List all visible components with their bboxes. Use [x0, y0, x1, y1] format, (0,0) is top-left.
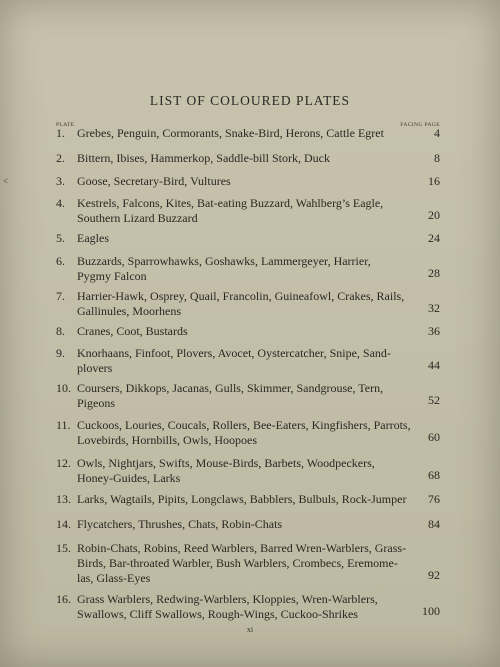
facing-page-number: 36 — [428, 324, 440, 338]
plate-description — [77, 324, 417, 339]
plate-description — [77, 254, 417, 284]
plate-description-line: las, Glass-Eyes — [77, 571, 151, 585]
plate-number: 1. — [56, 126, 65, 140]
plate-number: 11. — [56, 418, 71, 432]
plate-number: 6. — [56, 254, 65, 268]
plate-number: 4. — [56, 196, 65, 210]
plate-number: 13. — [56, 492, 71, 506]
facing-page-number: 100 — [422, 604, 440, 618]
plate-entry — [56, 151, 440, 166]
plate-description-line: Robin-Chats, Robins, Reed Warblers, Barred Wren-Warblers, Grass- — [77, 541, 407, 555]
plate-description-line: Buzzards, Sparrowhawks, Goshawks, Lammergeyer, Harrier, — [77, 254, 371, 268]
facing-page-number: 44 — [428, 358, 440, 372]
plate-description — [77, 592, 417, 622]
plate-description-line: Swallows, Cliff Swallows, Rough-Wings, Cuckoo-Shrikes — [77, 607, 358, 621]
plate-description-line: Pigeons — [77, 396, 116, 410]
facing-page-number: 92 — [428, 568, 440, 582]
plate-description-line: Grass Warblers, Redwing-Warblers, Kloppies, Wren-Warblers, — [77, 592, 378, 606]
facing-page-number: 76 — [428, 492, 440, 506]
facing-page-number: 84 — [428, 517, 440, 531]
facing-page-number: 32 — [428, 301, 440, 315]
plate-entry — [56, 231, 440, 246]
plate-description-line: Lovebirds, Hornbills, Owls, Hoopoes — [77, 433, 257, 447]
plate-description-line: Coursers, Dikkops, Jacanas, Gulls, Skimmer, Sandgrouse, Tern, — [77, 381, 384, 395]
plate-description — [77, 381, 417, 411]
plate-description-line: Goose, Secretary-Bird, Vultures — [77, 174, 231, 188]
plate-entry — [56, 381, 440, 411]
margin-mark: ˂ — [3, 176, 9, 186]
facing-page-number: 60 — [428, 430, 440, 444]
plate-description — [77, 196, 417, 226]
facing-page-number: 24 — [428, 231, 440, 245]
plate-entry — [56, 196, 440, 226]
plate-number: 3. — [56, 174, 65, 188]
plate-entry — [56, 324, 440, 339]
plate-entry — [56, 592, 440, 622]
plate-description — [77, 346, 417, 376]
plate-number: 5. — [56, 231, 65, 245]
plate-entry — [56, 174, 440, 189]
plate-entry — [56, 541, 440, 586]
facing-page-number: 68 — [428, 468, 440, 482]
plate-description-line: Honey-Guides, Larks — [77, 471, 181, 485]
plate-number: 14. — [56, 517, 71, 531]
plate-entry — [56, 254, 440, 284]
plate-description — [77, 231, 417, 246]
plate-number: 15. — [56, 541, 71, 555]
plate-entry — [56, 456, 440, 486]
plate-number: 8. — [56, 324, 65, 338]
facing-page-number: 20 — [428, 208, 440, 222]
plate-description — [77, 541, 417, 586]
page-title: LIST OF COLOURED PLATES — [149, 93, 351, 108]
plate-description-line: plovers — [77, 361, 113, 375]
page-number: xi — [246, 625, 254, 634]
plate-description — [77, 517, 417, 532]
plate-description-line: Cuckoos, Louries, Coucals, Rollers, Bee-Eaters, Kingfishers, Parrots, — [77, 418, 411, 432]
plate-description-line: Grebes, Penguin, Cormorants, Snake-Bird, Herons, Cattle Egret — [77, 126, 384, 140]
plate-entry — [56, 517, 440, 532]
plate-number: 12. — [56, 456, 71, 470]
facing-page-number: 28 — [428, 266, 440, 280]
plate-entry — [56, 289, 440, 319]
plate-description — [77, 492, 417, 507]
facing-page-number: 16 — [428, 174, 440, 188]
plate-description-line: Cranes, Coot, Bustards — [77, 324, 188, 338]
plate-description — [77, 151, 417, 166]
plate-column-header: PLATE — [56, 122, 75, 128]
plate-entry — [56, 126, 440, 141]
plate-description-line: Knorhaans, Finfoot, Plovers, Avocet, Oystercatcher, Snipe, Sand- — [77, 346, 391, 360]
plate-number: 16. — [56, 592, 71, 606]
plate-description — [77, 174, 417, 189]
plate-description-line: Kestrels, Falcons, Kites, Bat-eating Buzzard, Wahlberg’s Eagle, — [77, 196, 384, 210]
plate-description — [77, 126, 417, 141]
facing-page-column-header: FACING PAGE — [400, 122, 440, 128]
plate-description-line: Harrier-Hawk, Osprey, Quail, Francolin, Guineafowl, Crakes, Rails, — [77, 289, 405, 303]
plate-entry — [56, 346, 440, 376]
facing-page-number: 52 — [428, 393, 440, 407]
plate-entry — [56, 418, 440, 448]
plate-entry — [56, 492, 440, 507]
plate-description-line: Gallinules, Moorhens — [77, 304, 181, 318]
plate-description-line: Larks, Wagtails, Pipits, Longclaws, Babblers, Bulbuls, Rock-Jumper — [77, 492, 407, 506]
plate-description-line: Owls, Nightjars, Swifts, Mouse-Birds, Barbets, Woodpeckers, — [77, 456, 375, 470]
plate-number: 2. — [56, 151, 65, 165]
plate-description-line: Pygmy Falcon — [77, 269, 147, 283]
facing-page-number: 8 — [434, 151, 440, 165]
plate-description — [77, 418, 417, 448]
plate-number: 7. — [56, 289, 65, 303]
plate-description-line: Flycatchers, Thrushes, Chats, Robin-Chats — [77, 517, 283, 531]
plate-number: 9. — [56, 346, 65, 360]
plate-description — [77, 456, 417, 486]
plate-description — [77, 289, 417, 319]
plate-description-line: Bittern, Ibises, Hammerkop, Saddle-bill Stork, Duck — [77, 151, 330, 165]
plate-description-line: Birds, Bar-throated Warbler, Bush Warblers, Crombecs, Eremome- — [77, 556, 398, 570]
plate-description-line: Eagles — [77, 231, 109, 245]
plate-number: 10. — [56, 381, 71, 395]
facing-page-number: 4 — [434, 126, 440, 140]
plate-description-line: Southern Lizard Buzzard — [77, 211, 198, 225]
